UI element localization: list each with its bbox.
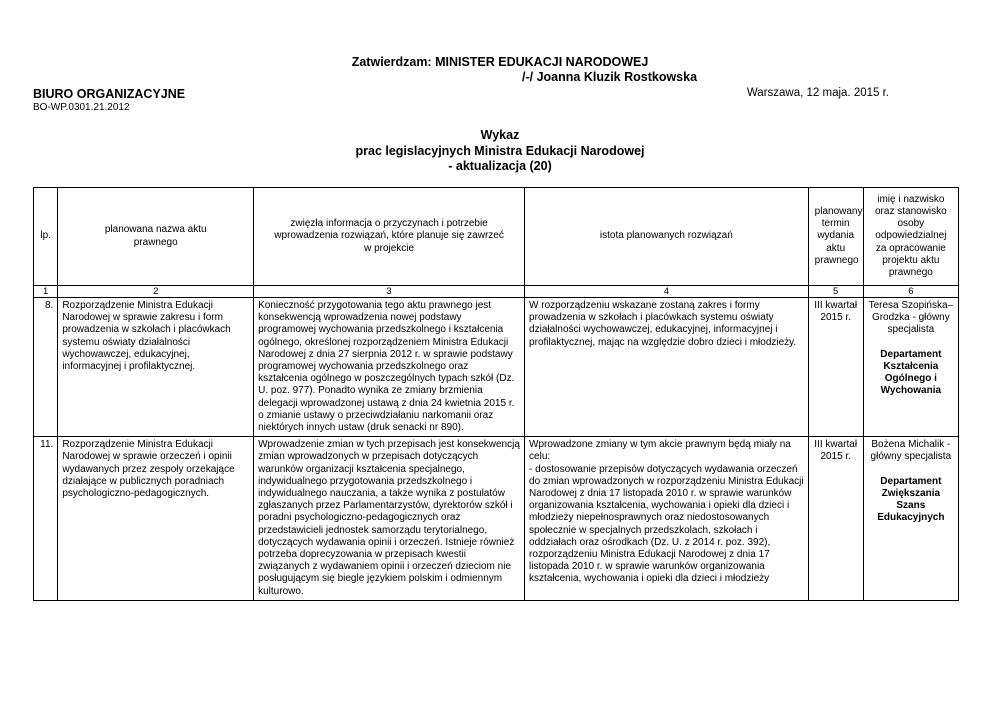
- row-essence-point: - dostosowanie przepisów dotyczących wydawania orzeczeń do zmian wprowadzonych w rozporządzeniu Ministra Edukacji Narodowej z dnia 17 listopada 2010 r. w sprawie warunków organizowania kształcenia, wychowania i opieki dla dzieci i młodzieży niepełnosprawnych oraz niedostosowanych społecznie w specjalnych przedszkolach, szkołach i oddziałach oraz ośrodkach (Dz. U. z 2014 r. poz. 392), rozporządzeniu Ministra Edukacji Narodowej z dnia 17 listopada 2010 r. w sprawie warunków organizowania kształcenia, wychowania i opieki dla dzieci i młodzieży: [529, 463, 804, 585]
- table-header-row: [34, 188, 959, 286]
- row-department: Departament Kształcenia Ogólnego i Wychowania: [880, 348, 942, 397]
- column-number: 1: [34, 286, 58, 298]
- column-number-row: [34, 286, 959, 298]
- row-department: Departament Zwiększania Szans Edukacyjnych: [877, 475, 945, 524]
- document-title: [0, 128, 992, 175]
- title-line-3: - aktualizacja (20): [448, 159, 552, 173]
- header-lp: lp.: [34, 188, 58, 286]
- column-number: 4: [525, 286, 809, 298]
- header-name: planowana nazwa aktu prawnego: [58, 188, 254, 286]
- place-date: Warszawa, 12 maja. 2015 r.: [746, 87, 889, 99]
- row-essence: W rozporządzeniu wskazane zostaną zakres i formy prowadzenia w szkołach i placówkach systemu oświaty działalności wychowawczej, edukacyjnej, informacyjnej i profilaktycznej, mając na względzie dobro dzieci i młodzieży.: [525, 298, 809, 437]
- column-number: 2: [58, 286, 254, 298]
- column-number: 5: [808, 286, 863, 298]
- approval-line-2: /-/ Joanna Kluzik Rostkowska: [522, 70, 698, 84]
- office-name: BIURO ORGANIZACYJNE: [33, 87, 186, 101]
- column-number: 3: [254, 286, 525, 298]
- row-info: Konieczność przygotowania tego aktu prawnego jest konsekwencją wprowadzenia nowej podstawy programowej wychowania przedszkolnego i kształcenia ogólnego, określonej rozporządzeniem Ministra Edukacji Narodowej z dnia 27 sierpnia 2012 r. w sprawie podstawy programowej wychowania przedszkolnego oraz kształcenia ogólnego w poszczególnych typach szkół (Dz. U. poz. 977). Ponadto wynika ze zmiany brzmienia delegacji wprowadzonej ustawą z dnia 24 kwietnia 2015 r. o zmianie ustawy o przeciwdziałaniu narkomanii oraz niektórych innych ustaw (druk senacki nr 890).: [254, 298, 525, 437]
- row-lp: 8.: [34, 298, 58, 437]
- row-act-name: Rozporządzenie Ministra Edukacji Narodowej w sprawie zakresu i form prowadzenia w szkołach i placówkach systemu oświaty działalności wychowawczej, edukacyjnej, informacyjnej i profilaktycznej.: [58, 298, 254, 437]
- row-lp: 11.: [34, 437, 58, 601]
- table-row: [34, 437, 959, 601]
- row-person: Bożena Michalik - główny specjalista: [870, 439, 952, 463]
- title-line-2: prac legislacyjnych Ministra Edukacji Narodowej: [355, 143, 645, 158]
- header-essence: istota planowanych rozwiązań: [525, 188, 809, 286]
- row-info: Wprowadzenie zmian w tych przepisach jest konsekwencją zmian wprowadzonych w przepisach dotyczących warunków organizacji kształcenia specjalnego, indywidualnego przygotowania przedszkolnego i indywidualnego nauczania, a także wynika z postulatów zgłaszanych przez Parlamentarzystów, dyrektorów szkół i poradni psychologiczno-pedagogicznych oraz przedstawicieli jednostek samorządu terytorialnego, dotyczących wydawania opinii i orzeczeń. Istnieje również potrzeba doprecyzowania w przepisach kwestii związanych z wydawaniem opinii i orzeczeń dzieciom nie posługującym się biegle językiem polskim i odmiennym kulturowo.: [254, 437, 525, 601]
- table-row: [34, 298, 959, 437]
- row-term: III kwartał 2015 r.: [808, 437, 863, 601]
- approval-line-1: Zatwierdzam: MINISTER EDUKACJI NARODOWEJ: [351, 55, 649, 69]
- row-essence-cell: [525, 437, 809, 601]
- title-line-1: Wykaz: [480, 128, 520, 142]
- row-act-name: Rozporządzenie Ministra Edukacji Narodowej w sprawie orzeczeń i opinii wydawanych przez zespoły orzekające działające w publicznych poradniach psychologiczno-pedagogicznych.: [58, 437, 254, 601]
- column-number: 6: [863, 286, 958, 298]
- row-term: III kwartał 2015 r.: [808, 298, 863, 437]
- row-person-cell: [863, 298, 958, 437]
- row-person-cell: [863, 437, 958, 601]
- legislation-table: [33, 187, 959, 601]
- header-term: planowany termin wydania aktu prawnego: [808, 188, 863, 286]
- header-person: imię i nazwisko oraz stanowisko osoby odpowiedzialnej za opracowanie projektu aktu prawnego: [863, 188, 958, 286]
- reference-number: BO-WP.0301.21.2012: [33, 102, 130, 113]
- row-essence-intro: Wprowadzone zmiany w tym akcie prawnym będą miały na celu:: [529, 439, 791, 463]
- row-person: Teresa Szopińska–Grodzka - główny specjalista: [868, 300, 954, 336]
- header-info: zwięzła informacja o przyczynach i potrzebie wprowadzenia rozwiązań, które planuje się zawrzeć w projekcie: [254, 188, 525, 286]
